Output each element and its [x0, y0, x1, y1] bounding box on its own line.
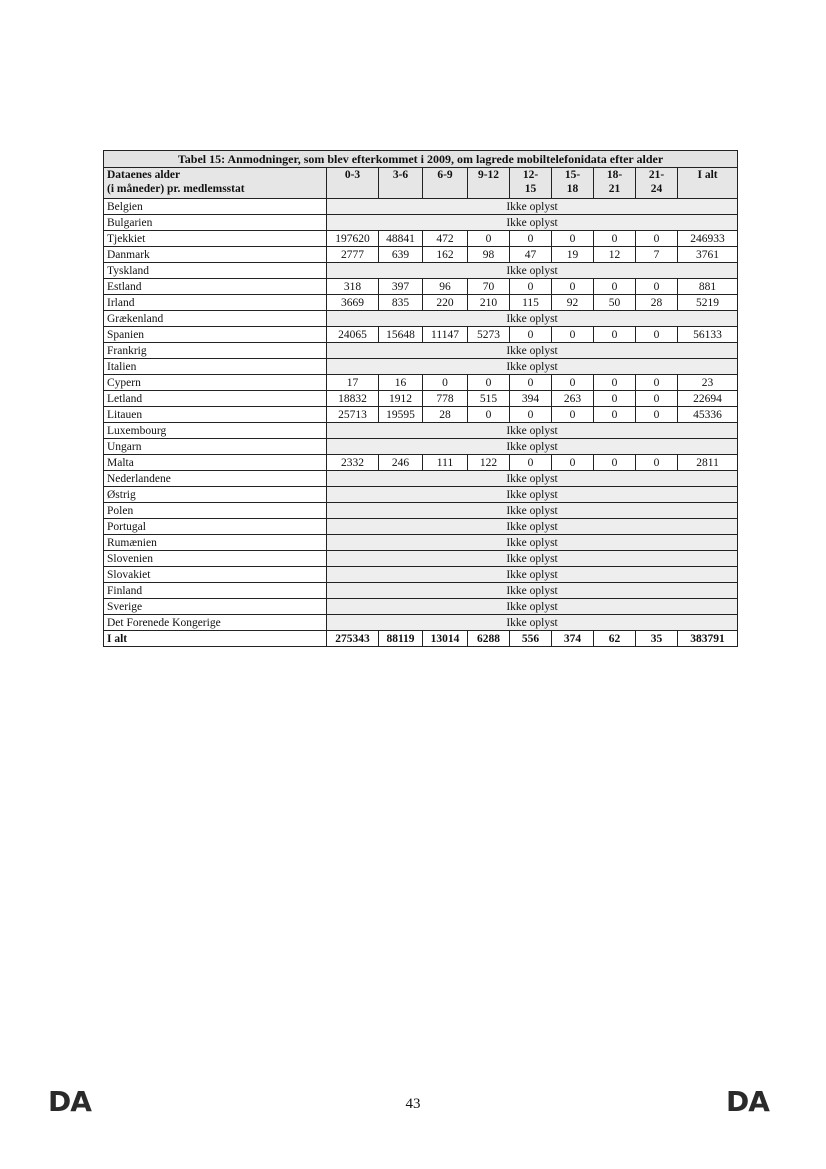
value-cell: 111 — [423, 455, 468, 471]
country-cell: Bulgarien — [104, 215, 327, 231]
value-cell: 0 — [510, 231, 552, 247]
total-value-cell: 13014 — [423, 631, 468, 647]
table-row — [104, 295, 738, 311]
value-cell: 3761 — [678, 247, 738, 263]
column-header-line1: 6-9 — [437, 169, 453, 181]
table-row — [104, 279, 738, 295]
value-cell: 11147 — [423, 327, 468, 343]
table-row — [104, 407, 738, 423]
country-cell: Cypern — [104, 375, 327, 391]
table-row — [104, 215, 738, 231]
total-value-cell: 35 — [636, 631, 678, 647]
country-cell: Danmark — [104, 247, 327, 263]
value-cell: 0 — [594, 231, 636, 247]
country-cell: Det Forenede Kongerige — [104, 615, 327, 631]
table-row — [104, 439, 738, 455]
total-value-cell: 383791 — [678, 631, 738, 647]
column-header — [510, 168, 552, 199]
country-cell: Slovenien — [104, 551, 327, 567]
country-cell: Litauen — [104, 407, 327, 423]
value-cell: 28 — [423, 407, 468, 423]
value-cell: 0 — [510, 327, 552, 343]
table-row — [104, 583, 738, 599]
not-reported-cell: Ikke oplyst — [327, 199, 738, 215]
column-header-line1: 21- — [648, 169, 665, 181]
value-cell: 835 — [379, 295, 423, 311]
value-cell: 0 — [552, 375, 594, 391]
country-cell: Østrig — [104, 487, 327, 503]
value-cell: 0 — [636, 455, 678, 471]
value-cell: 0 — [636, 327, 678, 343]
value-cell: 2811 — [678, 455, 738, 471]
value-cell: 0 — [510, 279, 552, 295]
table-row — [104, 327, 738, 343]
value-cell: 17 — [327, 375, 379, 391]
requests-by-age-table — [103, 150, 738, 647]
value-cell: 115 — [510, 295, 552, 311]
header-data-age-line1: Dataenes alder — [107, 169, 181, 181]
header-data-age-line2: (i måneder) pr. medlemsstat — [107, 183, 245, 195]
value-cell: 1912 — [379, 391, 423, 407]
total-value-cell: 6288 — [468, 631, 510, 647]
value-cell: 220 — [423, 295, 468, 311]
not-reported-cell: Ikke oplyst — [327, 359, 738, 375]
table-row — [104, 311, 738, 327]
table-row — [104, 487, 738, 503]
table-row — [104, 615, 738, 631]
value-cell: 98 — [468, 247, 510, 263]
value-cell: 263 — [552, 391, 594, 407]
value-cell: 23 — [678, 375, 738, 391]
column-header — [678, 168, 738, 199]
value-cell: 12 — [594, 247, 636, 263]
column-header — [468, 168, 510, 199]
value-cell: 0 — [594, 407, 636, 423]
value-cell: 162 — [423, 247, 468, 263]
value-cell: 881 — [678, 279, 738, 295]
not-reported-cell: Ikke oplyst — [327, 343, 738, 359]
value-cell: 0 — [594, 375, 636, 391]
value-cell: 25713 — [327, 407, 379, 423]
total-value-cell: 556 — [510, 631, 552, 647]
value-cell: 96 — [423, 279, 468, 295]
value-cell: 472 — [423, 231, 468, 247]
table-row — [104, 375, 738, 391]
table-row — [104, 471, 738, 487]
not-reported-cell: Ikke oplyst — [327, 423, 738, 439]
value-cell: 0 — [468, 375, 510, 391]
not-reported-cell: Ikke oplyst — [327, 519, 738, 535]
value-cell: 48841 — [379, 231, 423, 247]
country-cell: Frankrig — [104, 343, 327, 359]
value-cell: 0 — [594, 279, 636, 295]
column-header-line1: 15- — [564, 169, 581, 181]
not-reported-cell: Ikke oplyst — [327, 551, 738, 567]
column-header — [552, 168, 594, 199]
country-cell: Finland — [104, 583, 327, 599]
table-row — [104, 423, 738, 439]
value-cell: 197620 — [327, 231, 379, 247]
column-header-line1: 9-12 — [477, 169, 500, 181]
value-cell: 0 — [636, 231, 678, 247]
value-cell: 92 — [552, 295, 594, 311]
column-header-line1: 12- — [522, 169, 539, 181]
value-cell: 0 — [594, 327, 636, 343]
value-cell: 5273 — [468, 327, 510, 343]
column-header-line2: 15 — [524, 183, 537, 195]
total-value-cell: 88119 — [379, 631, 423, 647]
value-cell: 2777 — [327, 247, 379, 263]
not-reported-cell: Ikke oplyst — [327, 567, 738, 583]
total-label: I alt — [104, 631, 327, 647]
value-cell: 15648 — [379, 327, 423, 343]
value-cell: 0 — [423, 375, 468, 391]
not-reported-cell: Ikke oplyst — [327, 263, 738, 279]
value-cell: 515 — [468, 391, 510, 407]
table-row — [104, 455, 738, 471]
not-reported-cell: Ikke oplyst — [327, 615, 738, 631]
country-cell: Tjekkiet — [104, 231, 327, 247]
value-cell: 0 — [468, 231, 510, 247]
total-value-cell: 62 — [594, 631, 636, 647]
not-reported-cell: Ikke oplyst — [327, 439, 738, 455]
value-cell: 397 — [379, 279, 423, 295]
country-cell: Luxembourg — [104, 423, 327, 439]
value-cell: 0 — [468, 407, 510, 423]
country-cell: Portugal — [104, 519, 327, 535]
table-row — [104, 247, 738, 263]
value-cell: 0 — [636, 391, 678, 407]
value-cell: 70 — [468, 279, 510, 295]
value-cell: 18832 — [327, 391, 379, 407]
value-cell: 0 — [510, 407, 552, 423]
value-cell: 318 — [327, 279, 379, 295]
table-row — [104, 551, 738, 567]
table-row — [104, 535, 738, 551]
total-row — [104, 631, 738, 647]
table-row — [104, 503, 738, 519]
table-row — [104, 567, 738, 583]
country-cell: Letland — [104, 391, 327, 407]
table-row — [104, 599, 738, 615]
value-cell: 5219 — [678, 295, 738, 311]
column-header-line2: 21 — [608, 183, 621, 195]
value-cell: 24065 — [327, 327, 379, 343]
column-header-line2: 24 — [650, 183, 663, 195]
country-cell: Slovakiet — [104, 567, 327, 583]
country-cell: Grækenland — [104, 311, 327, 327]
value-cell: 0 — [552, 327, 594, 343]
not-reported-cell: Ikke oplyst — [327, 215, 738, 231]
total-value-cell: 275343 — [327, 631, 379, 647]
country-cell: Polen — [104, 503, 327, 519]
column-header-line2: 18 — [566, 183, 579, 195]
table-row — [104, 199, 738, 215]
language-code-left: DA — [48, 1085, 91, 1118]
country-cell: Tyskland — [104, 263, 327, 279]
not-reported-cell: Ikke oplyst — [327, 487, 738, 503]
table-caption: Tabel 15: Anmodninger, som blev efterkommet i 2009, om lagrede mobiltelefonidata efter alder — [104, 151, 738, 168]
header-data-age — [104, 168, 327, 199]
table-row — [104, 359, 738, 375]
country-cell: Sverige — [104, 599, 327, 615]
value-cell: 19595 — [379, 407, 423, 423]
value-cell: 0 — [552, 231, 594, 247]
not-reported-cell: Ikke oplyst — [327, 599, 738, 615]
value-cell: 45336 — [678, 407, 738, 423]
column-header-line1: 18- — [606, 169, 623, 181]
country-cell: Rumænien — [104, 535, 327, 551]
table-row — [104, 391, 738, 407]
column-header-line1: 3-6 — [392, 169, 409, 181]
column-header-line1: 0-3 — [344, 169, 361, 181]
page-number: 43 — [405, 1096, 421, 1112]
country-cell: Malta — [104, 455, 327, 471]
country-cell: Nederlandene — [104, 471, 327, 487]
not-reported-cell: Ikke oplyst — [327, 535, 738, 551]
value-cell: 3669 — [327, 295, 379, 311]
value-cell: 22694 — [678, 391, 738, 407]
country-cell: Ungarn — [104, 439, 327, 455]
not-reported-cell: Ikke oplyst — [327, 471, 738, 487]
column-header — [327, 168, 379, 199]
language-code-right: DA — [726, 1085, 769, 1118]
column-header-line1: I alt — [697, 169, 718, 181]
country-cell: Italien — [104, 359, 327, 375]
value-cell: 0 — [552, 455, 594, 471]
table-row — [104, 343, 738, 359]
table-row — [104, 231, 738, 247]
value-cell: 0 — [636, 279, 678, 295]
value-cell: 47 — [510, 247, 552, 263]
value-cell: 210 — [468, 295, 510, 311]
country-cell: Irland — [104, 295, 327, 311]
value-cell: 778 — [423, 391, 468, 407]
not-reported-cell: Ikke oplyst — [327, 311, 738, 327]
value-cell: 56133 — [678, 327, 738, 343]
column-header — [423, 168, 468, 199]
not-reported-cell: Ikke oplyst — [327, 503, 738, 519]
country-cell: Estland — [104, 279, 327, 295]
country-cell: Spanien — [104, 327, 327, 343]
value-cell: 19 — [552, 247, 594, 263]
value-cell: 639 — [379, 247, 423, 263]
value-cell: 246933 — [678, 231, 738, 247]
table-row — [104, 263, 738, 279]
column-header — [379, 168, 423, 199]
value-cell: 50 — [594, 295, 636, 311]
value-cell: 0 — [636, 407, 678, 423]
column-header — [636, 168, 678, 199]
value-cell: 0 — [510, 375, 552, 391]
value-cell: 122 — [468, 455, 510, 471]
table-row — [104, 519, 738, 535]
value-cell: 0 — [510, 455, 552, 471]
not-reported-cell: Ikke oplyst — [327, 583, 738, 599]
total-value-cell: 374 — [552, 631, 594, 647]
value-cell: 2332 — [327, 455, 379, 471]
value-cell: 0 — [552, 407, 594, 423]
value-cell: 0 — [636, 375, 678, 391]
value-cell: 7 — [636, 247, 678, 263]
value-cell: 0 — [552, 279, 594, 295]
value-cell: 246 — [379, 455, 423, 471]
value-cell: 394 — [510, 391, 552, 407]
column-header — [594, 168, 636, 199]
value-cell: 0 — [594, 455, 636, 471]
country-cell: Belgien — [104, 199, 327, 215]
value-cell: 0 — [594, 391, 636, 407]
value-cell: 28 — [636, 295, 678, 311]
value-cell: 16 — [379, 375, 423, 391]
